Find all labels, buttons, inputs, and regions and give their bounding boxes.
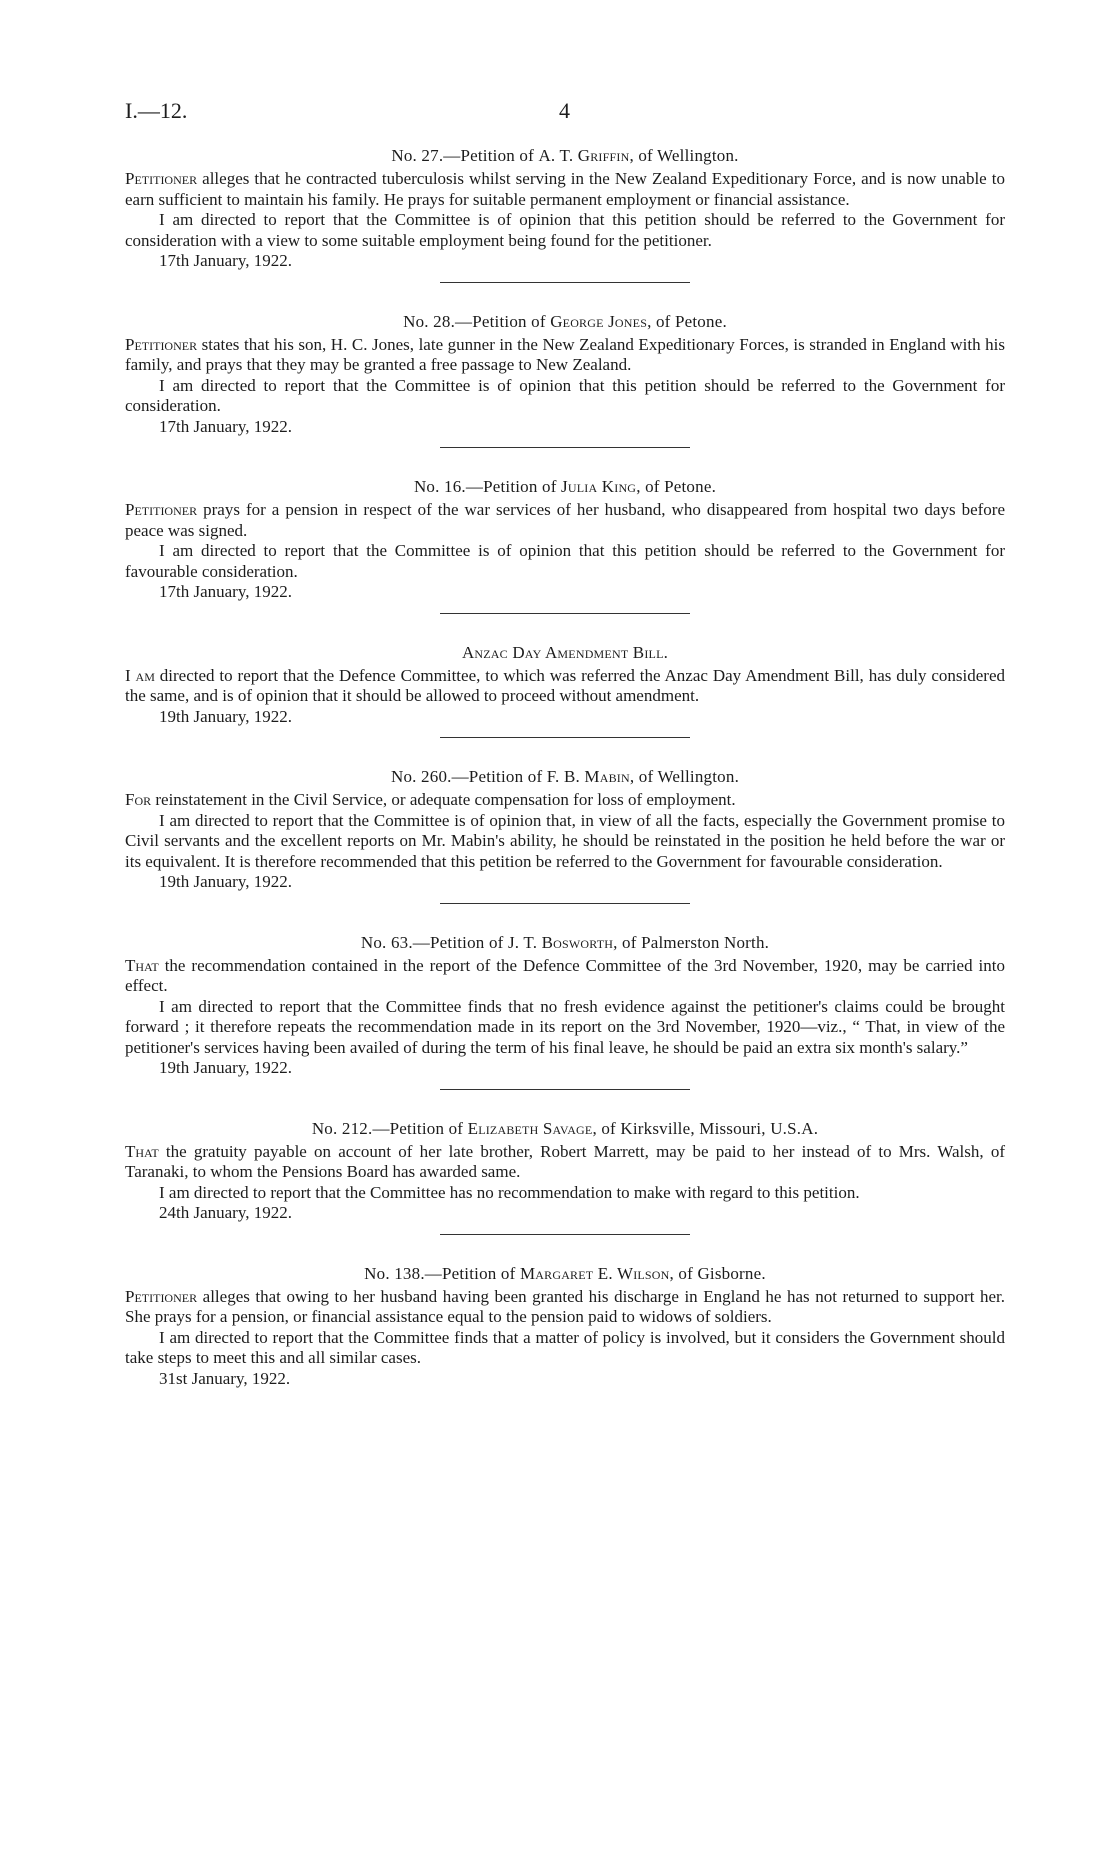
petition-entry (125, 145, 1005, 283)
committee-report: I am directed to report that the Committee finds that no fresh evidence against the petitioner's claims could be brought forward ; it therefore repeats the recommendation made in its report on the 3rd November, 1920—viz., “ That, in view of the petitioner's services having been availed of during the term of his final leave, he should be paid an extra six month's salary.” (125, 996, 1005, 1057)
page-header (125, 98, 989, 128)
bill-report-text: I am directed to report that the Defence Committee, to which was referred the Anzac Day Amendment Bill, has duly considered the same, and is of opinion that it should be allowed to proceed without amendment. (125, 665, 1005, 705)
report-date: 19th January, 1922. (159, 872, 292, 891)
report-date: 17th January, 1922. (159, 416, 292, 436)
page-number: 4 (559, 98, 570, 123)
committee-report: I am directed to report that the Committee is of opinion that this petition should be referred to the Government for consideration with a view to some suitable employment being found for the petitioner. (125, 210, 1005, 250)
petition-text: Petitioner alleges that owing to her husband having been granted his discharge in England he has not returned to support her. She prays for a pension, or financial assistance equal to the pension paid to widows of soldiers. (125, 1286, 1005, 1326)
committee-report: I am directed to report that the Committee finds that a matter of policy is involved, but it considers the Government should take steps to meet this and all similar cases. (125, 1327, 1005, 1367)
report-date: 19th January, 1922. (159, 706, 292, 726)
section-divider (440, 737, 690, 738)
document-reference: I.—12. (125, 98, 188, 123)
report-date: 31st January, 1922. (159, 1368, 291, 1388)
petition-text: Petitioner alleges that he contracted tuberculosis whilst serving in the New Zealand Expeditionary Force, and is now unable to earn sufficient to maintain his family. He prays for suitable permanent employment or financial assistance. (125, 169, 1005, 209)
petition-text: Petitioner states that his son, H. C. Jones, late gunner in the New Zealand Expeditionary Forces, is stranded in England with his family, and prays that they may be granted a free passage to New Zealand. (125, 334, 1005, 374)
section-divider (440, 282, 690, 283)
section-divider (440, 1234, 690, 1235)
petition-entry (125, 1263, 1005, 1390)
petition-title: No. 138.—Petition of Margaret E. Wilson, of Gisborne. (364, 1263, 766, 1283)
petition-title: No. 260.—Petition of F. B. Mabin, of Wellington. (390, 767, 740, 786)
committee-report: I am directed to report that the Committee has no recommendation to make with regard to this petition. (159, 1182, 860, 1202)
bill-title (125, 642, 1005, 664)
committee-report: I am directed to report that the Committee is of opinion that, in view of all the facts, especially the Government promise to Civil servants and the excellent reports on Mr. Mabin's ability, he should be reinstated in the position he held before the war or its equivalent. It is therefore recommended that this petition be referred to the Government for favourable consideration. (125, 810, 1005, 871)
petition-title: No. 63.—Petition of J. T. Bosworth, of Palmerston North. (360, 932, 770, 952)
petition-text: That the recommendation contained in the report of the Defence Committee of the 3rd November, 1920, may be carried into effect. (125, 955, 1005, 995)
report-date: 17th January, 1922. (159, 582, 292, 601)
section-divider (440, 1089, 690, 1090)
document-body (125, 145, 1005, 1389)
report-date: 24th January, 1922. (159, 1203, 292, 1222)
committee-report: I am directed to report that the Committee is of opinion that this petition should be referred to the Government for favourable consideration. (125, 541, 1005, 581)
petition-entry (125, 311, 1005, 449)
section-divider (440, 613, 690, 614)
petition-text: For reinstatement in the Civil Service, or adequate compensation for loss of employment. (125, 790, 736, 809)
report-date: 17th January, 1922. (159, 251, 292, 270)
petition-text: Petitioner prays for a pension in respect of the war services of her husband, who disappeared from hospital two days before peace was signed. (125, 500, 1005, 540)
petition-entry (125, 932, 1005, 1090)
bill-name: Anzac Day Amendment Bill. (461, 642, 669, 662)
petitioner-name: Elizabeth Savage (467, 1118, 593, 1138)
report-date: 19th January, 1922. (159, 1058, 292, 1077)
committee-report: I am directed to report that the Committee is of opinion that this petition should be referred to the Government for consideration. (125, 375, 1005, 415)
petition-title: No. 16.—Petition of Julia King, of Petone. (413, 477, 717, 496)
section-divider (440, 447, 690, 448)
petition-title: No. 28.—Petition of George Jones, of Petone. (403, 311, 727, 331)
petition-text: That the gratuity payable on account of her late brother, Robert Marrett, may be paid to her instead of to Mrs. Walsh, of Taranaki, to whom the Pensions Board has awarded same. (125, 1141, 1005, 1181)
petition-entry (125, 766, 1005, 904)
petitioner-name: Margaret E. Wilson (519, 1263, 670, 1283)
petitioner-name: Julia King (561, 477, 637, 496)
petitioner-name: J. T. Bosworth (507, 932, 614, 952)
petition-entry (125, 1118, 1005, 1235)
petitioner-name: A. T. Griffin (538, 146, 630, 165)
petition-title: No. 27.—Petition of A. T. Griffin, of Wellington. (391, 146, 739, 165)
petitioner-name: F. B. Mabin (546, 767, 630, 786)
petition-entry (125, 476, 1005, 614)
bill-entry (125, 642, 1005, 739)
petition-title: No. 212.—Petition of Elizabeth Savage, of Kirksville, Missouri, U.S.A. (311, 1118, 819, 1138)
section-divider (440, 903, 690, 904)
petitioner-name: George Jones (550, 311, 648, 331)
